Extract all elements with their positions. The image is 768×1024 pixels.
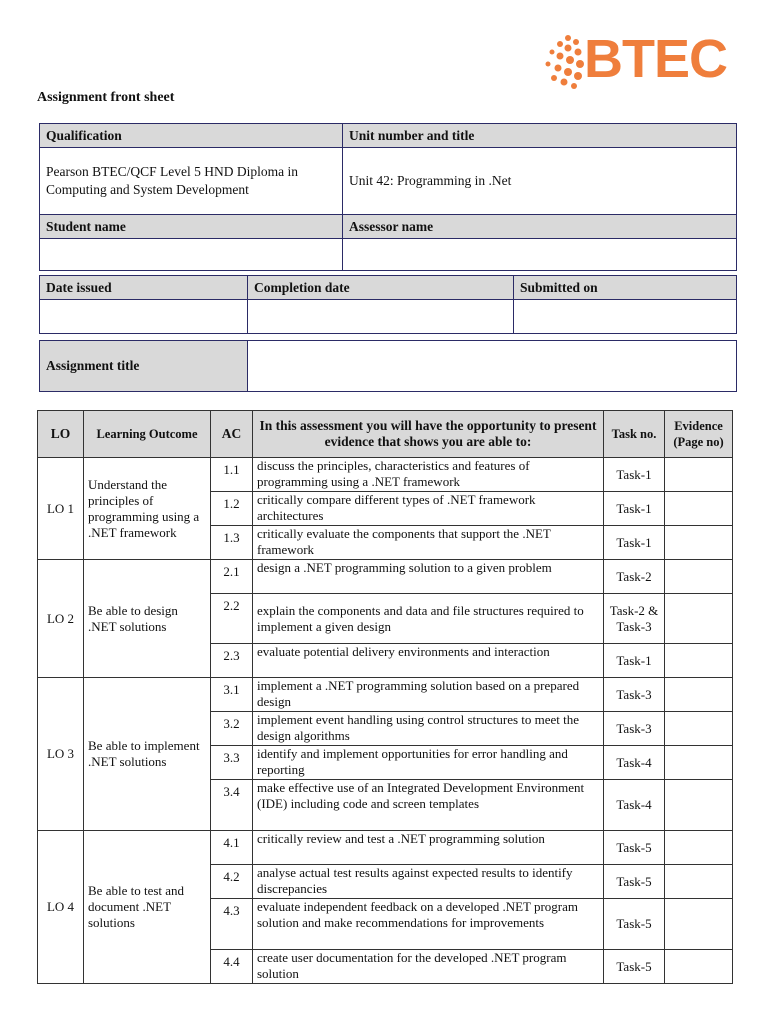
table-row xyxy=(38,458,733,492)
task-number: Task-1 xyxy=(604,458,665,492)
evidence-cell[interactable] xyxy=(665,712,733,746)
outcome-text: Understand the principles of programming using a .NET framework xyxy=(84,458,211,560)
criteria-text: evaluate independent feedback on a developed .NET program solution and make recommendations for improvements xyxy=(253,899,604,950)
criteria-text: critically evaluate the components that support the .NET framework xyxy=(253,526,604,560)
date-issued-field[interactable] xyxy=(40,300,248,334)
btec-logo xyxy=(538,29,738,96)
criteria-text: discuss the principles, characteristics and features of programming using a .NET framework xyxy=(253,458,604,492)
criteria-text: design a .NET programming solution to a given problem xyxy=(253,560,604,594)
criteria-text: make effective use of an Integrated Development Environment (IDE) including code and screen templates xyxy=(253,780,604,831)
dot-pattern-icon xyxy=(538,32,584,96)
ac-number: 1.2 xyxy=(211,492,253,526)
evidence-cell[interactable] xyxy=(665,526,733,560)
table-row xyxy=(38,678,733,712)
qualification-table xyxy=(39,123,737,271)
table-row xyxy=(38,560,733,594)
evidence-cell[interactable] xyxy=(665,560,733,594)
assessor-name-field[interactable] xyxy=(343,239,737,271)
unit-value: Unit 42: Programming in .Net xyxy=(343,148,737,215)
evidence-cell[interactable] xyxy=(665,644,733,678)
evidence-cell[interactable] xyxy=(665,899,733,950)
table-row xyxy=(38,831,733,865)
task-number: Task-4 xyxy=(604,780,665,831)
qualification-label: Qualification xyxy=(40,124,343,148)
qualification-value: Pearson BTEC/QCF Level 5 HND Diploma in Computing and System Development xyxy=(40,148,343,215)
ac-number: 1.3 xyxy=(211,526,253,560)
criteria-header: In this assessment you will have the opportunity to present evidence that shows you are able to: xyxy=(253,411,604,458)
evidence-cell[interactable] xyxy=(665,594,733,644)
task-number: Task-3 xyxy=(604,678,665,712)
assignment-title-field[interactable] xyxy=(248,341,737,392)
task-number: Task-4 xyxy=(604,746,665,780)
evidence-cell[interactable] xyxy=(665,492,733,526)
ac-number: 4.4 xyxy=(211,950,253,984)
ac-number: 2.1 xyxy=(211,560,253,594)
logo-wordmark: BTEC xyxy=(584,29,727,89)
lo-label: LO 4 xyxy=(38,831,84,984)
unit-label: Unit number and title xyxy=(343,124,737,148)
ac-number: 2.3 xyxy=(211,644,253,678)
ac-number: 3.1 xyxy=(211,678,253,712)
criteria-text: critically review and test a .NET programming solution xyxy=(253,831,604,865)
assessor-name-label: Assessor name xyxy=(343,215,737,239)
task-number: Task-5 xyxy=(604,865,665,899)
evidence-cell[interactable] xyxy=(665,746,733,780)
ac-number: 4.1 xyxy=(211,831,253,865)
student-name-field[interactable] xyxy=(40,239,343,271)
lo-label: LO 1 xyxy=(38,458,84,560)
task-number: Task-1 xyxy=(604,492,665,526)
student-name-label: Student name xyxy=(40,215,343,239)
assignment-title-table xyxy=(39,340,737,392)
task-number: Task-1 xyxy=(604,526,665,560)
date-issued-label: Date issued xyxy=(40,276,248,300)
evidence-cell[interactable] xyxy=(665,678,733,712)
evidence-cell[interactable] xyxy=(665,458,733,492)
submitted-on-field[interactable] xyxy=(514,300,737,334)
outcome-text: Be able to design .NET solutions xyxy=(84,560,211,678)
task-number: Task-2 xyxy=(604,560,665,594)
evidence-cell[interactable] xyxy=(665,780,733,831)
task-number: Task-1 xyxy=(604,644,665,678)
outcome-text: Be able to implement .NET solutions xyxy=(84,678,211,831)
submitted-on-label: Submitted on xyxy=(514,276,737,300)
evidence-cell[interactable] xyxy=(665,865,733,899)
completion-date-field[interactable] xyxy=(248,300,514,334)
ac-number: 4.2 xyxy=(211,865,253,899)
lo-label: LO 3 xyxy=(38,678,84,831)
criteria-text: identify and implement opportunities for error handling and reporting xyxy=(253,746,604,780)
evidence-cell[interactable] xyxy=(665,831,733,865)
criteria-text: implement a .NET programming solution based on a prepared design xyxy=(253,678,604,712)
ac-number: 3.4 xyxy=(211,780,253,831)
dates-table xyxy=(39,275,737,334)
evidence-header: Evidence (Page no) xyxy=(665,411,733,458)
ac-number: 3.3 xyxy=(211,746,253,780)
learning-outcomes-table xyxy=(37,410,733,984)
task-header: Task no. xyxy=(604,411,665,458)
evidence-cell[interactable] xyxy=(665,950,733,984)
task-number: Task-5 xyxy=(604,950,665,984)
ac-number: 2.2 xyxy=(211,594,253,644)
ac-number: 1.1 xyxy=(211,458,253,492)
assignment-title-label: Assignment title xyxy=(40,341,248,392)
completion-date-label: Completion date xyxy=(248,276,514,300)
criteria-text: critically compare different types of .NET framework architectures xyxy=(253,492,604,526)
lo-label: LO 2 xyxy=(38,560,84,678)
task-number: Task-3 xyxy=(604,712,665,746)
lo-header: LO xyxy=(38,411,84,458)
outcome-header: Learning Outcome xyxy=(84,411,211,458)
ac-number: 4.3 xyxy=(211,899,253,950)
page-title: Assignment front sheet xyxy=(37,90,175,105)
task-number: Task-5 xyxy=(604,831,665,865)
ac-header: AC xyxy=(211,411,253,458)
criteria-text: analyse actual test results against expected results to identify discrepancies xyxy=(253,865,604,899)
task-number: Task-2 & Task-3 xyxy=(604,594,665,644)
criteria-text: create user documentation for the developed .NET program solution xyxy=(253,950,604,984)
ac-number: 3.2 xyxy=(211,712,253,746)
criteria-text: explain the components and data and file structures required to implement a given design xyxy=(253,594,604,644)
outcome-text: Be able to test and document .NET solutions xyxy=(84,831,211,984)
criteria-text: implement event handling using control structures to meet the design algorithms xyxy=(253,712,604,746)
criteria-text: evaluate potential delivery environments and interaction xyxy=(253,644,604,678)
task-number: Task-5 xyxy=(604,899,665,950)
